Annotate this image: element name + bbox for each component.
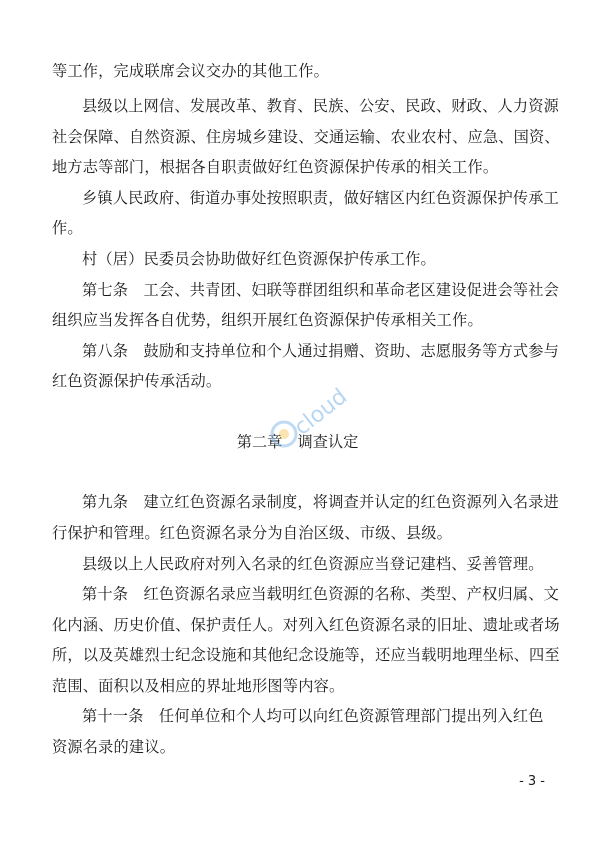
text-line: 第十条 红色资源名录应当载明红色资源的名称、类型、产权归属、文 bbox=[82, 585, 560, 603]
text-line: 第八条 鼓励和支持单位和个人通过捐赠、资助、志愿服务等方式参与 bbox=[82, 342, 560, 360]
text-line: 县级以上网信、发展改革、教育、民族、公安、民政、财政、人力资源 bbox=[82, 97, 560, 115]
text-line: 第七条 工会、共青团、妇联等群团组织和革命老区建设促进会等社会 bbox=[82, 281, 560, 299]
text-line: 范围、面积以及相应的界址地形图等内容。 bbox=[52, 677, 345, 695]
svg-text:cloud: cloud bbox=[289, 384, 353, 441]
text-line: 资源名录的建议。 bbox=[52, 738, 176, 756]
text-line: 县级以上人民政府对列入名录的红色资源应当登记建档、妥善管理。 bbox=[82, 555, 544, 573]
text-line: 红色资源保护传承活动。 bbox=[52, 372, 222, 390]
text-line: 等工作，完成联席会议交办的其他工作。 bbox=[52, 62, 329, 80]
text-line: 社会保障、自然资源、住房城乡建设、交通运输、农业农村、应急、国资、 bbox=[52, 128, 560, 146]
text-line: 乡镇人民政府、街道办事处按照职责，做好辖区内红色资源保护传承工 bbox=[82, 189, 560, 207]
text-line: 第九条 建立红色资源名录制度，将调查并认定的红色资源列入名录进 bbox=[82, 493, 560, 511]
text-line: 第十一条 任何单位和个人均可以向红色资源管理部门提出列入红色 bbox=[82, 707, 544, 725]
text-line: 组织应当发挥各自优势，组织开展红色资源保护传承相关工作。 bbox=[52, 311, 483, 329]
text-line: 村（居）民委员会协助做好红色资源保护传承工作。 bbox=[82, 250, 436, 268]
page-number: - 3 - bbox=[519, 774, 545, 789]
text-line: 所，以及英雄烈士纪念设施和其他纪念设施等，还应当载明地理坐标、四至 bbox=[52, 646, 560, 664]
text-line: 化内涵、历史价值、保护责任人。对列入红色资源名录的旧址、遗址或者场 bbox=[52, 616, 560, 634]
text-line: 地方志等部门，根据各自职责做好红色资源保护传承的相关工作。 bbox=[52, 158, 499, 176]
chapter-title: 第二章 调查认定 bbox=[236, 433, 359, 451]
text-line: 作。 bbox=[52, 219, 83, 237]
text-line: 行保护和管理。红色资源名录分为自治区级、市级、县级。 bbox=[52, 524, 453, 542]
